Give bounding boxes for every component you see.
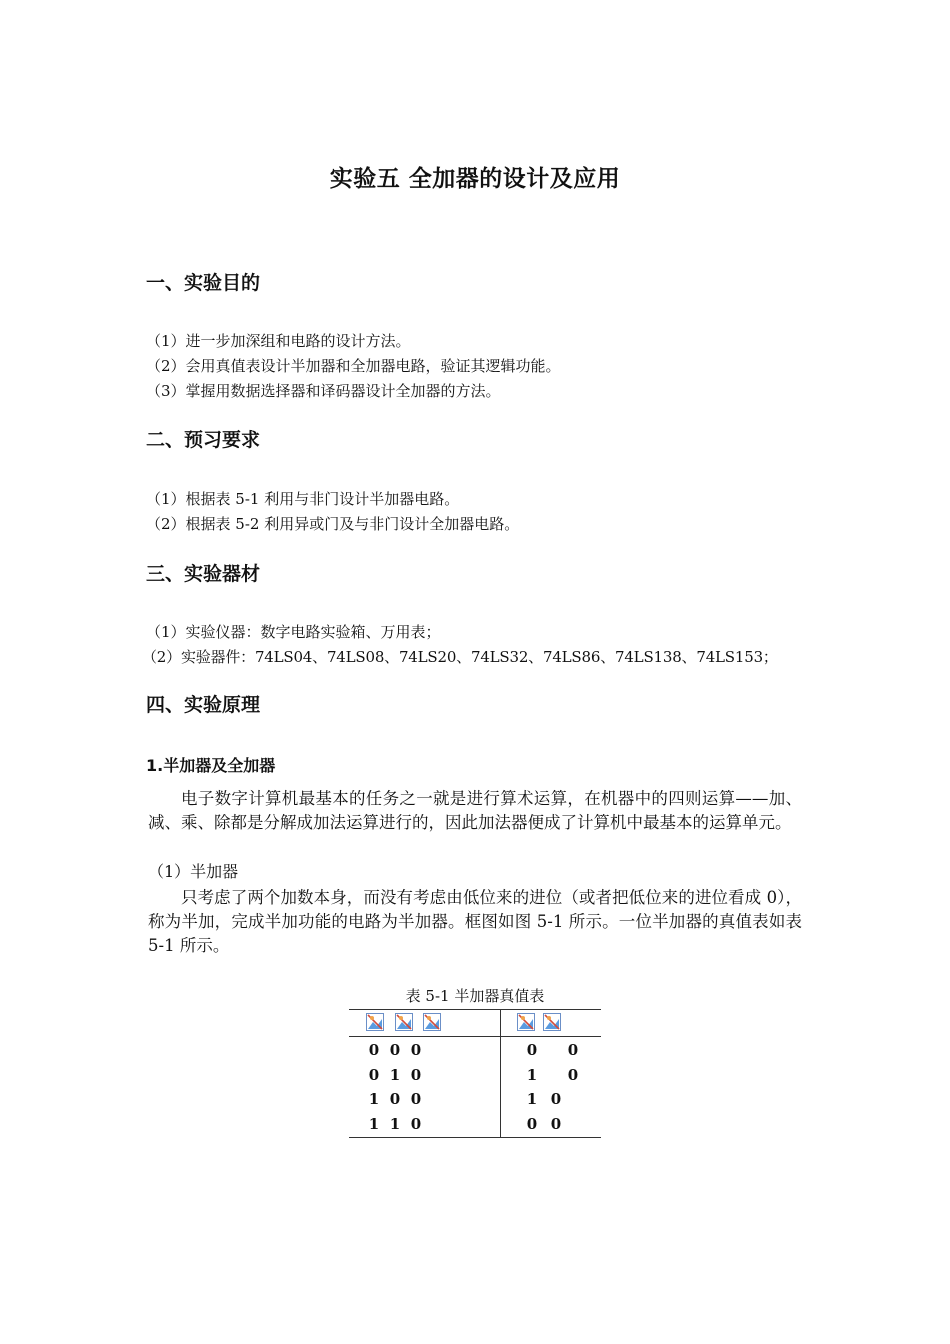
subsection-heading: 1.半加器及全加器: [146, 756, 276, 775]
table-cell: 0: [550, 1115, 562, 1133]
list-item: （1）半加器: [148, 862, 239, 881]
table-cell: 1: [389, 1066, 401, 1084]
list-item: （2）实验器件：74LS04、74LS08、74LS20、74LS32、74LS86、74LS138、74LS153；: [142, 648, 778, 666]
table-cell: 0: [526, 1115, 538, 1133]
table-cell: 0: [567, 1041, 579, 1059]
list-item: （1）实验仪器：数字电路实验箱、万用表；: [146, 623, 441, 641]
table-cell: 1: [526, 1066, 538, 1084]
table-cell: 0: [410, 1090, 422, 1108]
column-divider: [500, 1010, 501, 1137]
paragraph: 电子数字计算机最基本的任务之一就是进行算术运算，在机器中的四则运算——加、减、乘、除都是分解成加法运算进行的，因此加法器便成了计算机中最基本的运算单元。: [148, 789, 802, 832]
image-placeholder-icon: [395, 1013, 413, 1031]
table-cell: 0: [389, 1041, 401, 1059]
table-cell: 0: [410, 1066, 422, 1084]
section-heading-preview: 二、预习要求: [146, 429, 261, 451]
page-title: 实验五 全加器的设计及应用: [329, 166, 621, 192]
paragraph: 只考虑了两个加数本身，而没有考虑由低位来的进位（或者把低位来的进位看成 0），称为半加，完成半加功能的电路为半加器。框图如图 5-1 所示。一位半加器的真值表如表 5-1 所示。: [148, 888, 802, 955]
list-item: （2）根据表 5-2 利用异或门及与非门设计全加器电路。: [146, 515, 520, 533]
table-cell: 0: [410, 1115, 422, 1133]
image-placeholder-icon: [366, 1013, 384, 1031]
table-cell: 1: [368, 1090, 380, 1108]
table-cell: 1: [368, 1115, 380, 1133]
image-placeholder-icon: [423, 1013, 441, 1031]
truth-table: [349, 1009, 601, 1138]
table-cell: 0: [526, 1041, 538, 1059]
image-placeholder-icon: [543, 1013, 561, 1031]
image-placeholder-icon: [517, 1013, 535, 1031]
section-heading-equipment: 三、实验器材: [146, 563, 261, 585]
list-item: （3）掌握用数据选择器和译码器设计全加器的方法。: [146, 382, 501, 400]
table-cell: 1: [526, 1090, 538, 1108]
list-item: （1）进一步加深组和电路的设计方法。: [146, 332, 411, 350]
section-heading-principle: 四、实验原理: [146, 694, 261, 716]
table-cell: 0: [567, 1066, 579, 1084]
table-cell: 0: [550, 1090, 562, 1108]
table-cell: 1: [389, 1115, 401, 1133]
table-cell: 0: [368, 1041, 380, 1059]
table-cell: 0: [368, 1066, 380, 1084]
table-cell: 0: [389, 1090, 401, 1108]
list-item: （1）根据表 5-1 利用与非门设计半加器电路。: [146, 490, 460, 508]
header-rule: [349, 1036, 601, 1037]
table-caption: 表 5-1 半加器真值表: [405, 987, 545, 1005]
table-cell: 0: [410, 1041, 422, 1059]
list-item: （2）会用真值表设计半加器和全加器电路，验证其逻辑功能。: [146, 357, 561, 375]
section-heading-purpose: 一、实验目的: [146, 272, 261, 294]
